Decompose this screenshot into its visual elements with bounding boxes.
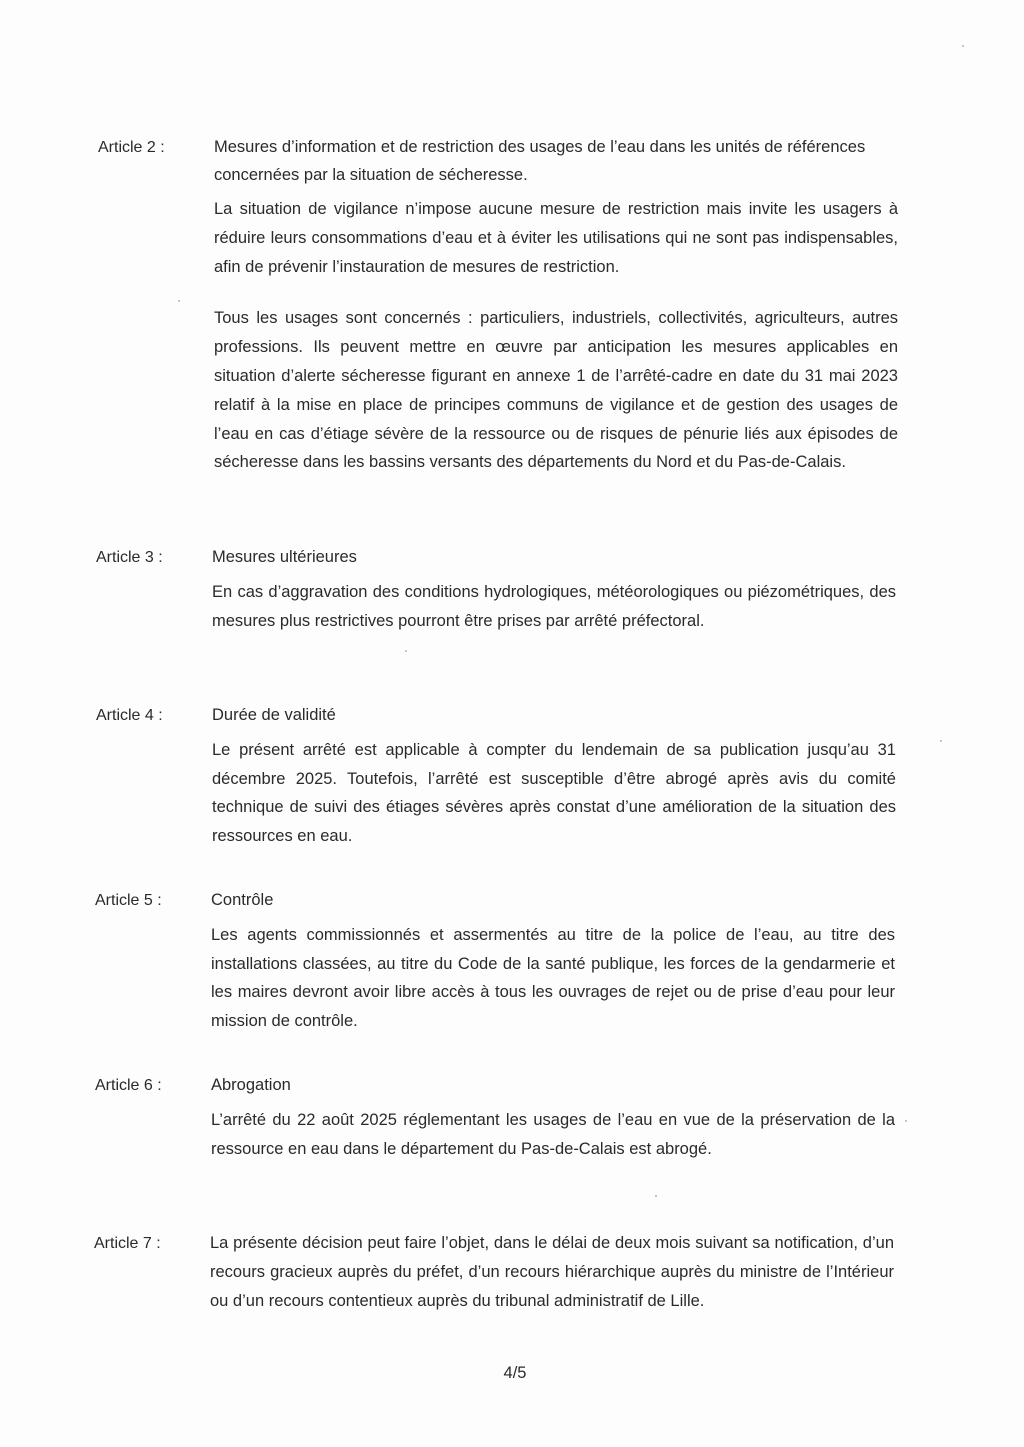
article-label: Article 3 : [96,549,163,566]
article-paragraph: La situation de vigilance n’impose aucune mesure de restriction mais invite les usagers à réduire leurs consommations d’eau et à éviter les utilisations qui ne sont pas indispensables, afin de prévenir l’instauration de mesures de restriction. [214,200,898,276]
article-label: Article 4 : [96,707,163,724]
page-number: 4/5 [503,1364,527,1382]
scan-speck [940,740,942,742]
article-label: Article 2 : [98,139,165,156]
article-body [212,701,896,851]
article-label: Article 7 : [94,1235,161,1252]
article-heading: Abrogation [211,1076,291,1094]
article-paragraph: L’arrêté du 22 août 2025 réglementant les usages de l’eau en vue de la préservation de la ressource en eau dans le département du Pas-de-Calais est abrogé. [211,1110,895,1158]
article-heading: Contrôle [211,891,274,909]
article-paragraph: La présente décision peut faire l’objet, dans le délai de deux mois suivant sa notification, d’un recours gracieux auprès du préfet, d’un recours hiérarchique auprès du ministre de l’Intérieur ou d’un recours contentieux auprès du tribunal administratif de Lille. [210,1234,894,1310]
article-paragraph: Tous les usages sont concernés : particuliers, industriels, collectivités, agriculteurs, autres professions. Ils peuvent mettre en œuvre par anticipation les mesures applicables en situation d’alerte sécheresse figurant en annexe 1 de l’arrêté-cadre en date du 31 mai 2023 relatif à la mise en place de principes communs de vigilance et de gestion des usages de l’eau en cas d’étiage sévère de la ressource ou de risques de pénurie liés aux épisodes de sécheresse dans les bassins versants des départements du Nord et du Pas-de-Calais. [214,309,898,472]
article-paragraph: En cas d’aggravation des conditions hydrologiques, météorologiques ou piézométriques, des mesures plus restrictives pourront être prises par arrêté préfectoral. [212,582,896,630]
article-body [210,1229,894,1315]
article-paragraph: Les agents commissionnés et assermentés au titre de la police de l’eau, au titre des installations classées, au titre du Code de la santé publique, les forces de la gendarmerie et les maires devront avoir libre accès à tous les ouvrages de rejet ou de prise d’eau pour leur mission de contrôle. [211,925,895,1031]
article-label: Article 5 : [95,892,162,909]
scan-speck [405,650,407,652]
article-heading: Durée de validité [212,706,336,724]
article-heading: Mesures ultérieures [212,548,357,566]
article-body [214,133,898,477]
article-body [211,1071,895,1163]
scan-speck [178,300,180,302]
article-body [212,543,896,635]
article-body [211,886,895,1036]
article-label: Article 6 : [95,1077,162,1094]
scan-speck [655,1195,657,1197]
scan-speck [905,1120,907,1122]
article-heading: Mesures d’information et de restriction des usages de l’eau dans les unités de références concernées par la situation de sécheresse. [214,138,866,184]
scan-speck [962,45,964,47]
article-paragraph: Le présent arrêté est applicable à compter du lendemain de sa publication jusqu’au 31 décembre 2025. Toutefois, l’arrêté est susceptible d’être abrogé après avis du comité technique de suivi des étiages sévères après constat d’une amélioration de la situation des ressources en eau. [212,740,896,846]
